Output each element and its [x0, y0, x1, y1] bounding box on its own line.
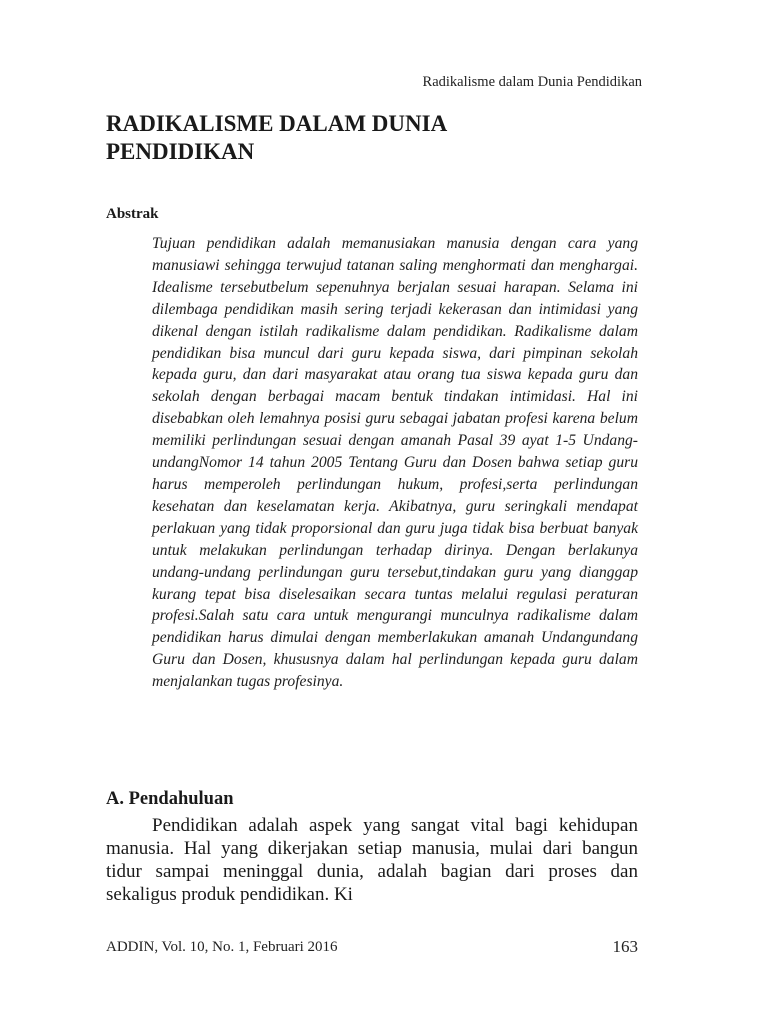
- abstract-label: Abstrak: [106, 206, 159, 222]
- footer-journal-citation: ADDIN, Vol. 10, No. 1, Februari 2016: [106, 939, 338, 955]
- running-head: Radikalisme dalam Dunia Pendidikan: [422, 74, 642, 90]
- body-paragraph: Pendidikan adalah aspek yang sangat vital bagi kehidupan manusia. Hal yang dikerjakan setiap manusia, mulai dari bangun tidur sampai meninggal dunia, adalah bagian dari proses dan sekaligus produk pendidikan. Ki: [106, 815, 638, 905]
- article-title: RADIKALISME DALAM DUNIA PENDIDIKAN: [106, 111, 446, 164]
- abstract-body: Tujuan pendidikan adalah memanusiakan manusia dengan cara yang manusiawi sehingga terwujud tatanan saling menghormati dan menghargai. Idealisme tersebutbelum sepenuhnya berjalan sesuai harapan. Selama ini dilembaga pendidikan masih sering terjadi kekerasan dan intimidasi yang dikenal dengan istilah radikalisme dalam pendidikan. Radikalisme dalam pendidikan bisa muncul dari guru kepada siswa, dari pimpinan sekolah kepada guru, dan dari masyarakat atau orang tua siswa kepada guru dan sekolah dengan berbagai macam bentuk tindakan intimidasi. Hal ini disebabkan oleh lemahnya posisi guru sebagai jabatan profesi karena belum memiliki perlindungan sesuai dengan amanah Pasal 39 ayat 1-5 Undang-undangNomor 14 tahun 2005 Tentang Guru dan Dosen bahwa setiap guru harus memperoleh perlindungan hukum, profesi,serta perlindungan kesehatan dan keselamatan kerja. Akibatnya, guru seringkali mendapat perlakuan yang tidak proporsional dan guru juga tidak bisa berbuat banyak untuk melakukan perlindungan terhadap dirinya. Dengan berlakunya undang-undang perlindungan guru tersebut,tindakan guru yang dianggap kurang tepat bisa diselesaikan secara tuntas melalui regulasi peraturan profesi.Salah satu cara untuk mengurangi munculnya radikalisme dalam pendidikan harus dimulai dengan memberlakukan amanah Undangundang Guru dan Dosen, khususnya dalam hal perlindungan kepada guru dalam menjalankan tugas profesinya.: [152, 235, 638, 691]
- section-heading: A. Pendahuluan: [106, 789, 234, 809]
- page-number: 163: [612, 937, 638, 956]
